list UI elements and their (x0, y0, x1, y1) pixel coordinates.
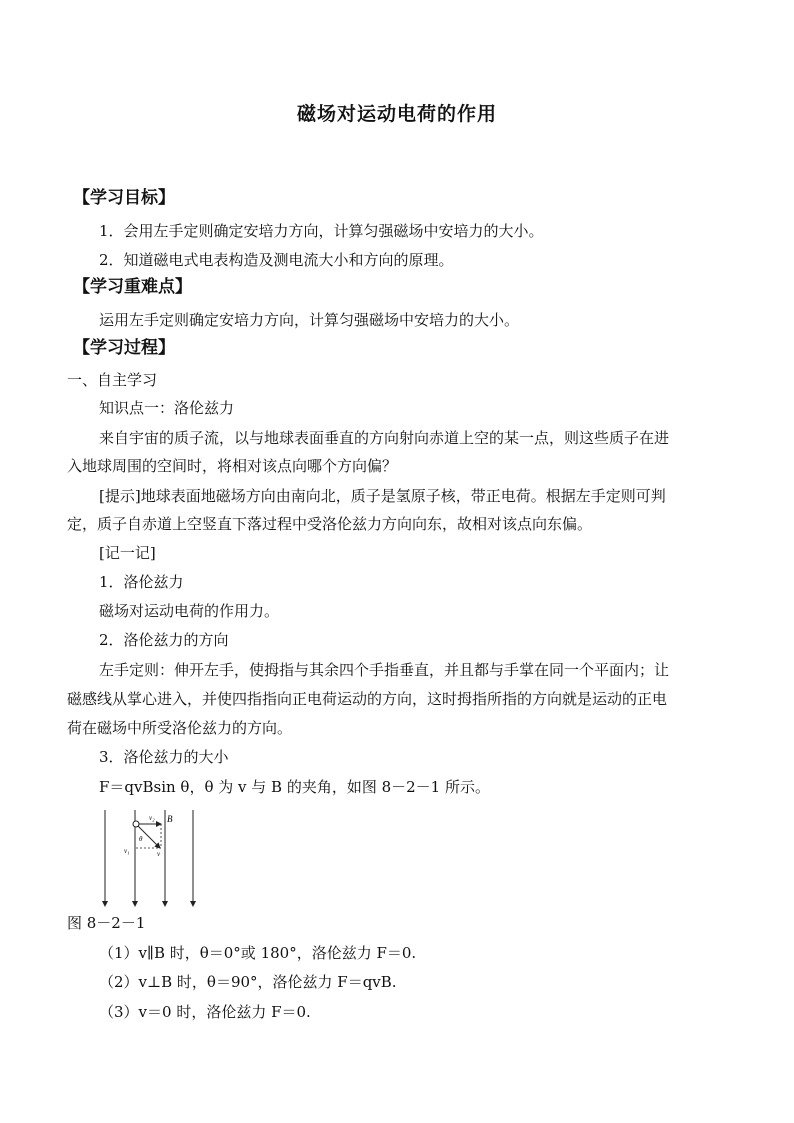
item-text: 磁场对运动电荷的作用力。 (99, 602, 280, 620)
case-item: （1）v∥B 时，θ＝0°或 180°，洛伦兹力 F＝0. (99, 944, 417, 962)
hint-text: [提示]地球表面地磁场方向由南向北，质子是氢原子核，带正电荷。根据左手定则可判 (99, 487, 666, 505)
knowledge-point-title: 知识点一：洛伦兹力 (99, 399, 235, 417)
page-title: 磁场对运动电荷的作用 (296, 103, 497, 125)
rule-text: 荷在磁场中所受洛伦兹力的方向。 (67, 719, 293, 737)
section-heading: 一、自主学习 (67, 371, 158, 389)
rule-text: 磁感线从掌心进入，并使四指指向正电荷运动的方向，这时拇指所指的方向就是运动的正电 (67, 690, 668, 708)
goal-item: 2．知道磁电式电表构造及测电流大小和方向的原理。 (99, 251, 454, 269)
label-B: B (167, 814, 173, 824)
hint-text: 定，质子自赤道上空竖直下落过程中受洛伦兹力方向向东，故相对该点向东偏。 (67, 515, 593, 533)
magnetic-field-figure (97, 808, 207, 908)
case-item: （2）v⊥B 时，θ＝90°，洛伦兹力 F＝qvB. (99, 973, 397, 991)
rule-text: 左手定则：伸开左手，使拇指与其余四个手指垂直，并且都与手掌在同一个平面内；让 (99, 661, 670, 679)
item-title: 3．洛伦兹力的大小 (99, 748, 229, 766)
key-points-heading: 【学习重难点】 (73, 277, 192, 297)
key-points-text: 运用左手定则确定安培力方向，计算匀强磁场中安培力的大小。 (99, 311, 520, 329)
item-title: 1．洛伦兹力 (99, 573, 184, 591)
item-title: 2．洛伦兹力的方向 (99, 631, 229, 649)
process-heading: 【学习过程】 (73, 338, 175, 358)
label-v2: v₂ (149, 814, 155, 822)
goals-heading: 【学习目标】 (73, 188, 175, 208)
label-v: v (157, 850, 161, 858)
question-text: 入地球周围的空间时，将相对该点向哪个方向偏？ (67, 457, 398, 475)
label-theta: θ (139, 835, 143, 843)
figure-caption: 图 8－2－1 (67, 914, 146, 932)
remember-label: [记一记] (99, 544, 156, 562)
formula-text: F＝qvBsin θ，θ 为 v 与 B 的夹角，如图 8－2－1 所示。 (99, 778, 490, 796)
case-item: （3）v＝0 时，洛伦兹力 F＝0. (99, 1003, 311, 1021)
label-v1: v₁ (124, 847, 130, 855)
question-text: 来自宇宙的质子流，以与地球表面垂直的方向射向赤道上空的某一点，则这些质子在进 (99, 429, 670, 447)
goal-item: 1．会用左手定则确定安培力方向，计算匀强磁场中安培力的大小。 (99, 222, 544, 240)
